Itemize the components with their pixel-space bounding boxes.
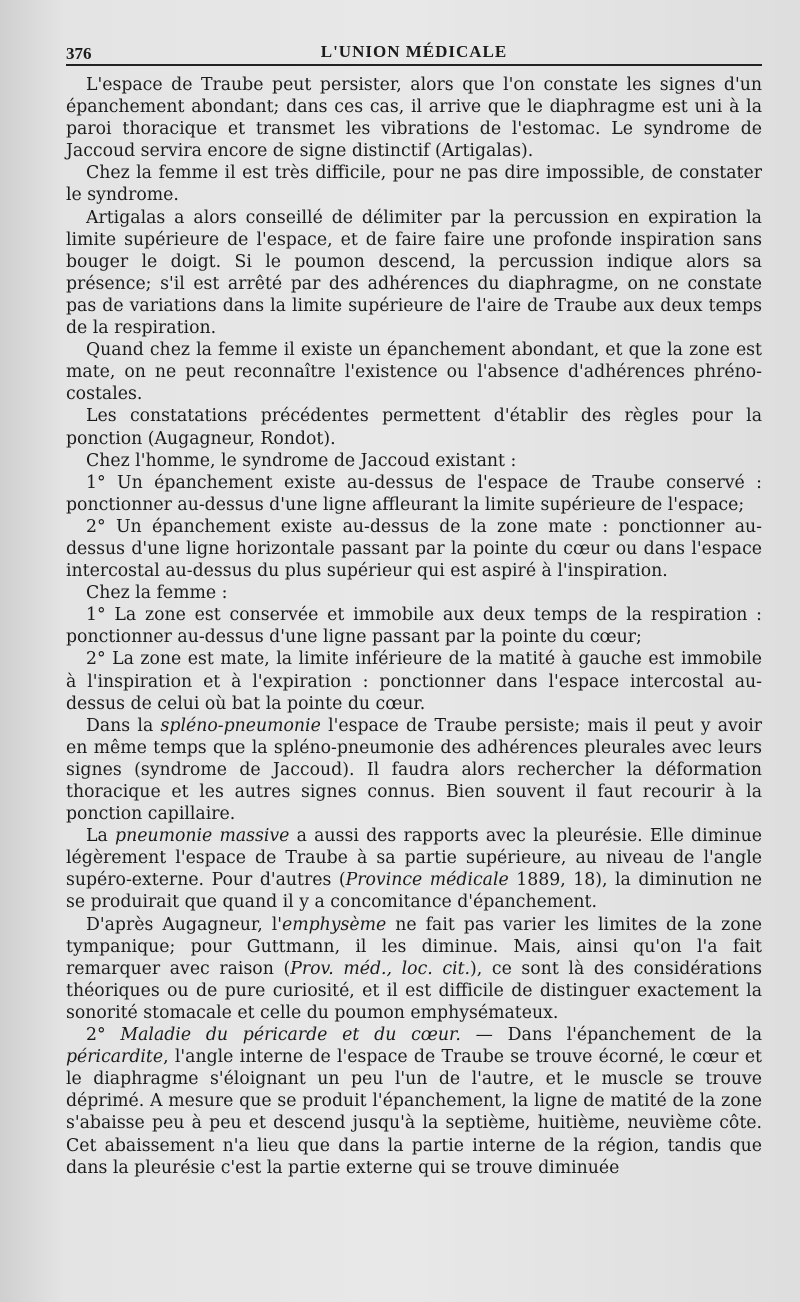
page-number: 376 <box>66 44 92 63</box>
text-run: ), ce sont là des considérations théoriques ou de pure curiosité, et il est difficile de distinguer exactement la sonorité stomacale et celle du poumon emphysémateux. <box>66 958 762 1023</box>
paragraph: Quand chez la femme il existe un épanchement abondant, et que la zone est mate, on ne peut reconnaître l'existence ou l'absence d'adhérences phréno-costales. <box>66 340 762 405</box>
italic-citation: Prov. méd., loc. cit. <box>290 958 471 979</box>
paragraph: L'espace de Traube peut persister, alors que l'on constate les signes d'un épanchement abondant; dans ces cas, il arrive que le diaphragme est uni à la paroi thoracique et transmet les vibrations de l'estomac. Le syndrome de Jaccoud servira encore de signe distinctif (Artigalas). <box>66 75 762 162</box>
text-run: a aussi des rapports avec la pleurésie. Elle diminue légèrement l'espace de Traube à sa partie supérieure, au niveau de l'angle supéro-externe. Pour d'autres ( <box>66 826 763 891</box>
italic-term: emphysème <box>281 914 387 935</box>
paragraph-pericarde <box>66 1024 762 1179</box>
text-run: — Dans l'épanchement de la <box>460 1025 763 1046</box>
paragraph: 1° La zone est conservée et immobile aux deux temps de la respiration : ponctionner au-dessus d'une ligne passant par la pointe du cœur; <box>66 605 762 648</box>
text-run: , l'angle interne de l'espace de Traube se trouve écorné, le cœur et le diaphragme s'éloignant un peu l'un de l'autre, et le muscle se trouve déprimé. A mesure que se produit l'épanchement, la ligne de matité de la zone s'abaisse peu à peu et descend jusqu'à la septième, huitième, neuvième côte. Cet abaissement n'a lieu que dans la partie interne de la région, tandis que dans la pleurésie c'est la partie externe qui se trouve diminuée <box>66 1047 762 1178</box>
text-run: 2° <box>86 1025 121 1046</box>
text-run: La <box>86 826 116 847</box>
paragraph: Chez l'homme, le syndrome de Jaccoud existant : <box>86 450 517 471</box>
paragraph-emphyseme <box>66 914 762 1024</box>
paragraph: 2° La zone est mate, la limite inférieure de la matité à gauche est immobile à l'inspiration et à l'expiration : ponctionner dans l'espace intercostal au-dessus de celui où bat la pointe du cœur. <box>66 649 762 714</box>
text-run: Dans la <box>86 715 161 736</box>
text-run: D'après Augagneur, l' <box>86 914 282 935</box>
running-head <box>66 34 762 63</box>
text-run: 1889, 18), la diminution ne se produirait que quand il y a concomitance d'épanchement. <box>66 870 763 913</box>
italic-term: spléno-pneumonie <box>160 715 321 736</box>
text-run: ne fait pas varier les limites de la zone tympanique; pour Guttmann, il les diminue. Mais, ainsi qu'on l'a fait remarquer avec raison ( <box>66 914 762 979</box>
journal-title: L'UNION MÉDICALE <box>320 42 508 61</box>
italic-citation: Province médicale <box>345 870 509 891</box>
paragraph: Artigalas a alors conseillé de délimiter par la percussion en expiration la limite supérieure de l'espace, et de faire faire une profonde inspiration sans bouger le doigt. Si le poumon descend, la percussion indique alors sa présence; s'il est arrêté par des adhérences du diaphragme, on ne constate pas de variations dans la limite supérieure de l'aire de Traube aux deux temps de la respiration. <box>66 207 762 339</box>
paragraph: 1° Un épanchement existe au-dessus de l'espace de Traube conservé : ponctionner au-dessus d'une ligne affleurant la limite supérieure de l'espace; <box>66 472 762 515</box>
paragraph: Chez la femme il est très difficile, pour ne pas dire impossible, de constater le syndrome. <box>66 163 762 206</box>
header-rule <box>66 64 762 66</box>
paragraph-spleno-pneumonie <box>66 715 762 825</box>
italic-heading: Maladie du péricarde et du cœur. <box>120 1025 461 1046</box>
body-text <box>66 74 762 1179</box>
paragraph: 2° Un épanchement existe au-dessus de la zone mate : ponctionner au-dessus d'une ligne horizontale passant par la pointe du cœur ou dans l'espace intercostal au-dessus du plus supérieur qui est aspiré à l'inspiration. <box>66 516 762 582</box>
paragraph: Chez la femme : <box>86 583 228 604</box>
paragraph-pneumonie-massive <box>66 825 762 913</box>
text-run: l'espace de Traube persiste; mais il peut y avoir en même temps que la spléno-pneumonie des adhérences pleurales avec leurs signes (syndrome de Jaccoud). Il faudra alors rechercher la déformation thoracique et les autres signes connus. Bien souvent il faut recourir à la ponction capillaire. <box>66 715 762 825</box>
paragraph: Les constatations précédentes permettent d'établir des règles pour la ponction (Augagneur, Rondot). <box>66 406 762 449</box>
italic-term: pneumonie massive <box>115 826 290 847</box>
italic-term: péricardite <box>66 1047 164 1068</box>
